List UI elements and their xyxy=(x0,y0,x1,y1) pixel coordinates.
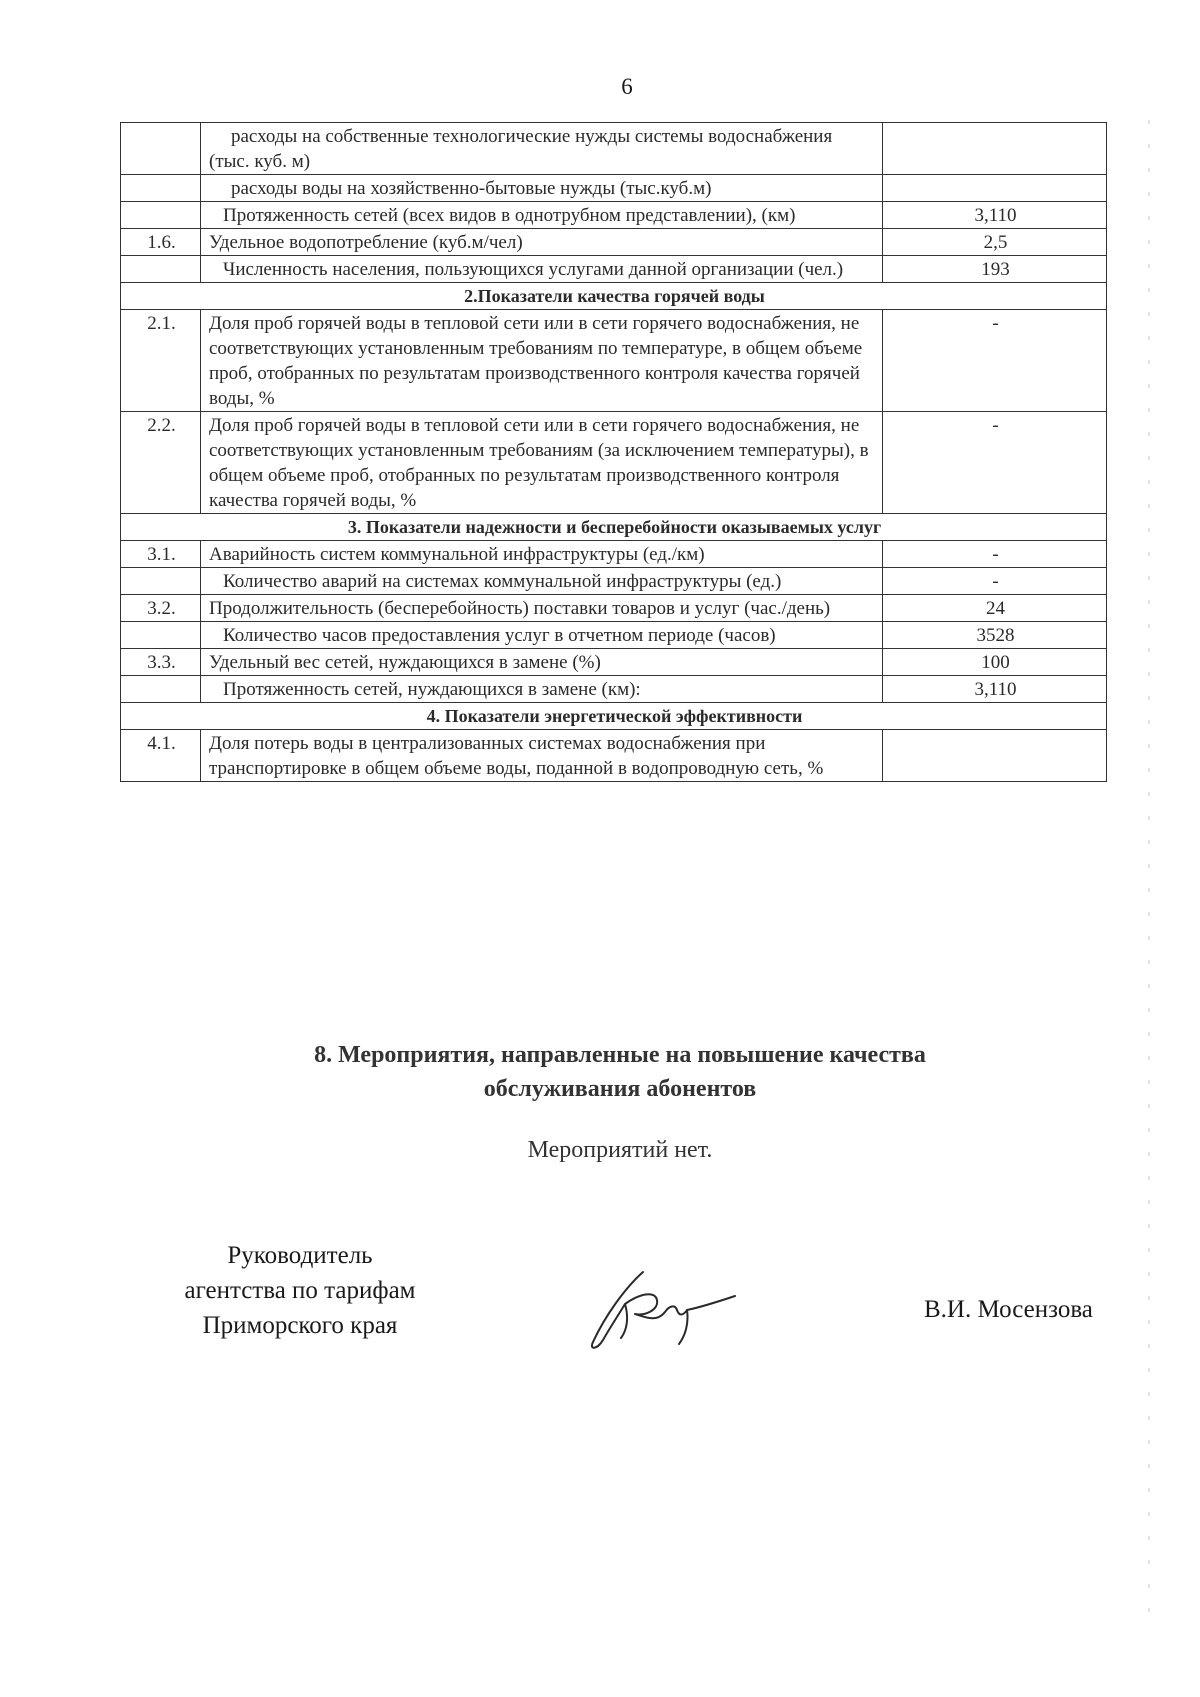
table-row xyxy=(121,676,1107,703)
indicator-value: - xyxy=(883,310,1107,412)
table-row xyxy=(121,541,1107,568)
row-number: 2.2. xyxy=(121,412,201,514)
table-row xyxy=(121,310,1107,412)
indicators-table-body xyxy=(121,123,1107,782)
table-row xyxy=(121,649,1107,676)
signatory-title xyxy=(140,1238,460,1343)
signatory-title-line3: Приморского края xyxy=(202,1312,398,1339)
table-row xyxy=(121,568,1107,595)
indicator-value: 3,110 xyxy=(883,676,1107,703)
table-row xyxy=(121,123,1107,175)
row-number xyxy=(121,123,201,175)
section-title: 4. Показатели энергетической эффективности xyxy=(121,703,1107,730)
row-number: 2.1. xyxy=(121,310,201,412)
indicator-name: Удельный вес сетей, нуждающихся в замене (%) xyxy=(201,649,883,676)
row-number: 1.6. xyxy=(121,229,201,256)
indicator-name: Продолжительность (бесперебойность) поставки товаров и услуг (час./день) xyxy=(201,595,883,622)
indicator-name: Количество часов предоставления услуг в отчетном периоде (часов) xyxy=(201,622,883,649)
indicator-name: Протяженность сетей, нуждающихся в замене (км): xyxy=(201,676,883,703)
section-8-heading-line1: 8. Мероприятия, направленные на повышение качества xyxy=(314,1042,926,1068)
indicator-value: 3,110 xyxy=(883,202,1107,229)
row-number: 3.1. xyxy=(121,541,201,568)
table-row xyxy=(121,730,1107,782)
indicator-name: Доля потерь воды в централизованных системах водоснабжения при транспортировке в общем объеме воды, поданной в водопроводную сеть, % xyxy=(201,730,883,782)
section-header-row xyxy=(121,514,1107,541)
row-number xyxy=(121,175,201,202)
row-number: 4.1. xyxy=(121,730,201,782)
section-header-row xyxy=(121,283,1107,310)
indicator-value xyxy=(883,175,1107,202)
section-8-heading-line2: обслуживания абонентов xyxy=(483,1076,757,1102)
indicator-value xyxy=(883,730,1107,782)
indicator-name: Аварийность систем коммунальной инфраструктуры (ед./км) xyxy=(201,541,883,568)
indicator-value: - xyxy=(883,568,1107,595)
table-row xyxy=(121,229,1107,256)
signatory-title-line1: Руководитель xyxy=(227,1242,373,1269)
table-row xyxy=(121,622,1107,649)
table-row xyxy=(121,412,1107,514)
section-8-body: Мероприятий нет. xyxy=(527,1137,713,1163)
indicator-name: Доля проб горячей воды в тепловой сети или в сети горячего водоснабжения, не соответствующих установленным требованиям (за исключением температуры), в общем объеме проб, отобранных по результатам производственного контроля качества горячей воды, % xyxy=(201,412,883,514)
indicator-name: Количество аварий на системах коммунальной инфраструктуры (ед.) xyxy=(201,568,883,595)
page-number: 6 xyxy=(621,74,633,99)
row-number xyxy=(121,622,201,649)
indicator-value: - xyxy=(883,412,1107,514)
table-row xyxy=(121,256,1107,283)
indicator-name: Доля проб горячей воды в тепловой сети или в сети горячего водоснабжения, не соответствующих установленным требованиям по температуре, в общем объеме проб, отобранных по результатам производственного контроля качества горячей воды, % xyxy=(201,310,883,412)
section-title: 3. Показатели надежности и бесперебойности оказываемых услуг xyxy=(121,514,1107,541)
row-number xyxy=(121,256,201,283)
indicator-value: 3528 xyxy=(883,622,1107,649)
indicator-value: 24 xyxy=(883,595,1107,622)
section-title: 2.Показатели качества горячей воды xyxy=(121,283,1107,310)
indicator-name: расходы на собственные технологические нужды системы водоснабжения (тыс. куб. м) xyxy=(201,123,883,175)
signatory-title-line2: агентства по тарифам xyxy=(184,1277,416,1304)
section-header-row xyxy=(121,703,1107,730)
row-number: 3.3. xyxy=(121,649,201,676)
indicator-value: 2,5 xyxy=(883,229,1107,256)
table-row xyxy=(121,175,1107,202)
indicator-value: 100 xyxy=(883,649,1107,676)
section-8-heading xyxy=(120,1038,1120,1106)
table-row xyxy=(121,202,1107,229)
signatory-name: В.И. Мосензова xyxy=(924,1296,1093,1323)
indicator-value: - xyxy=(883,541,1107,568)
row-number xyxy=(121,568,201,595)
indicator-name: Удельное водопотребление (куб.м/чел) xyxy=(201,229,883,256)
indicator-value: 193 xyxy=(883,256,1107,283)
handwritten-signature xyxy=(585,1264,745,1352)
indicators-table xyxy=(120,122,1107,782)
indicator-name: расходы воды на хозяйственно-бытовые нужды (тыс.куб.м) xyxy=(201,175,883,202)
scan-edge-artifact xyxy=(1148,120,1150,1620)
table-row xyxy=(121,595,1107,622)
indicator-value xyxy=(883,123,1107,175)
row-number xyxy=(121,202,201,229)
indicator-name: Протяженность сетей (всех видов в однотрубном представлении), (км) xyxy=(201,202,883,229)
indicator-name: Численность населения, пользующихся услугами данной организации (чел.) xyxy=(201,256,883,283)
row-number xyxy=(121,676,201,703)
row-number: 3.2. xyxy=(121,595,201,622)
